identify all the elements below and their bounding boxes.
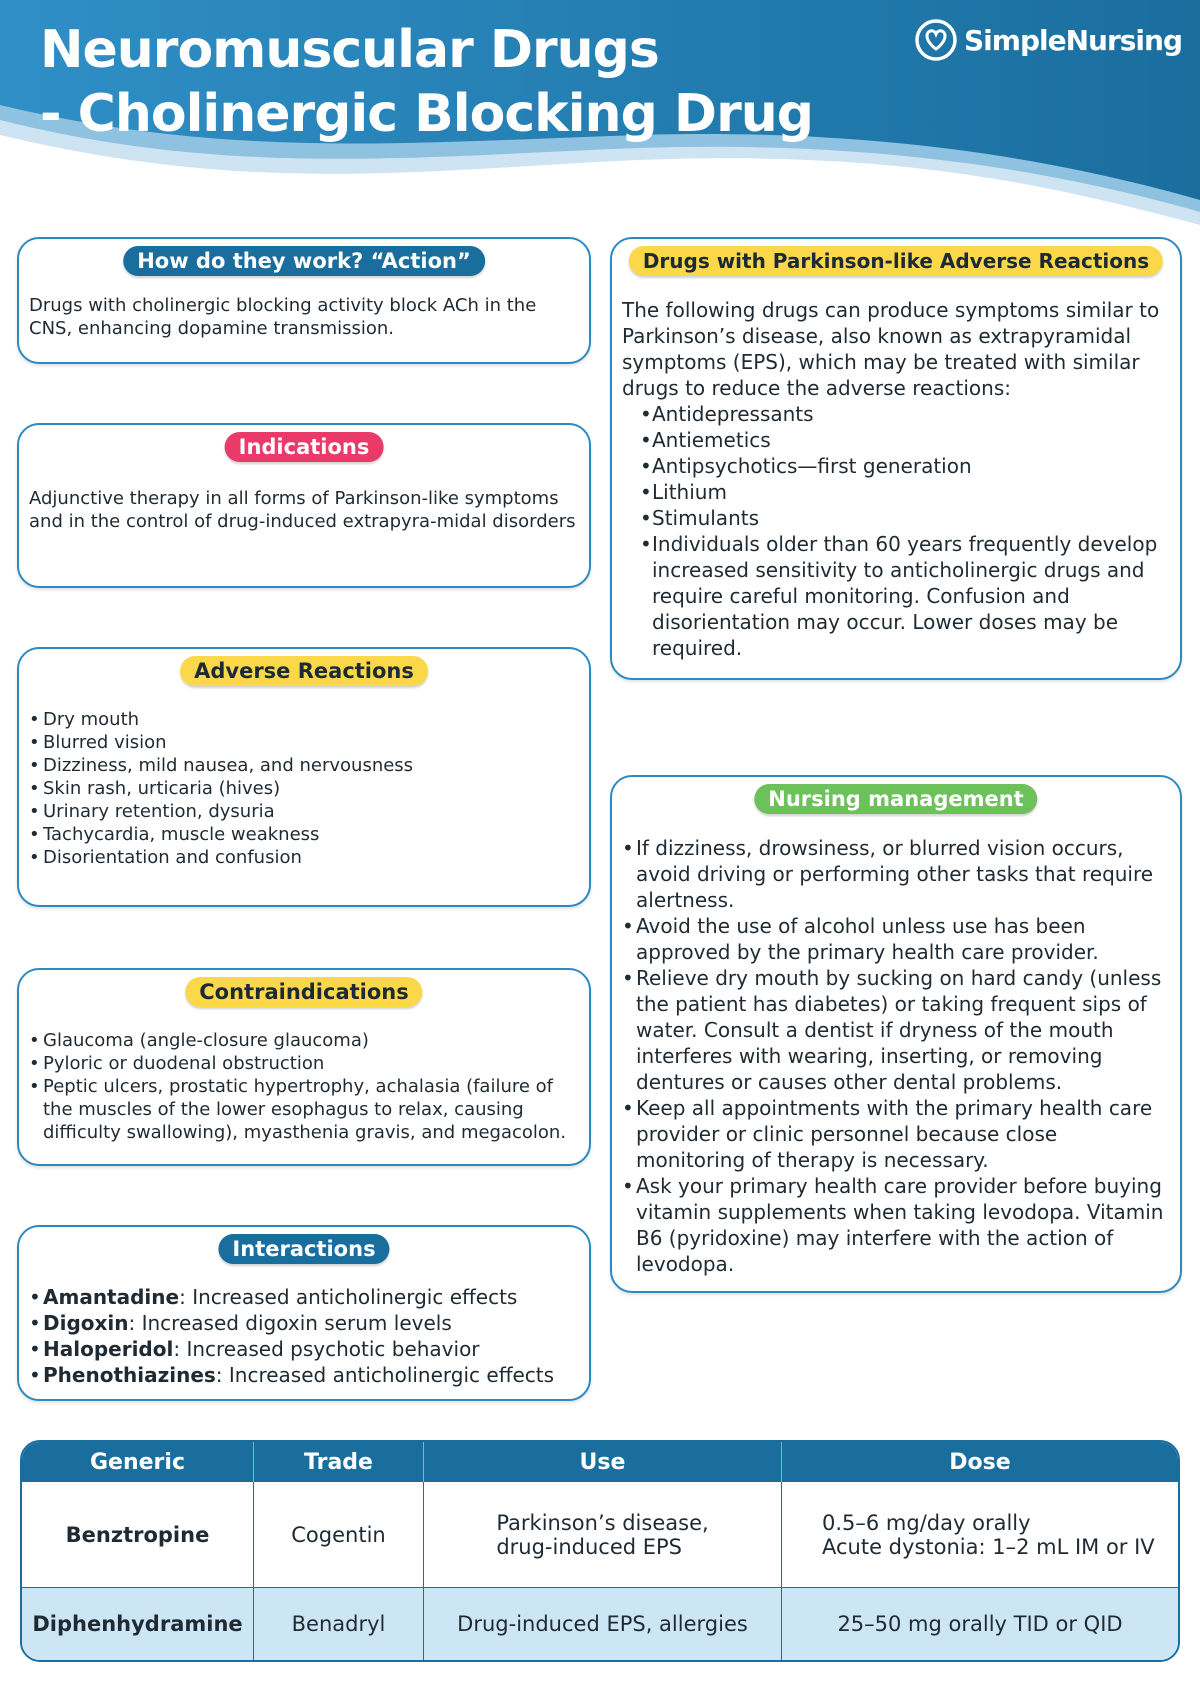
list-item [29, 1362, 577, 1388]
use-line: Parkinson’s disease, [496, 1510, 709, 1535]
page-title [40, 18, 813, 146]
interaction-effect: : Increased anticholinergic effects [215, 1363, 555, 1387]
list-item: • Antidepressants [622, 401, 1168, 427]
list-item: • Pyloric or duodenal obstruction [29, 1052, 577, 1075]
list-item: • Blurred vision [29, 731, 577, 754]
parkinson-content [622, 297, 1168, 661]
indications-heading: Indications [225, 432, 384, 462]
indications-card [17, 423, 591, 588]
brand-logo [914, 18, 1182, 62]
cell-use: Drug-induced EPS, allergies [424, 1588, 782, 1660]
interactions-list [29, 1284, 577, 1388]
list-item: • If dizziness, drowsiness, or blurred vision occurs, avoid driving or performing other tasks that require alertness. [622, 835, 1168, 913]
parkinson-heading: Drugs with Parkinson-like Adverse Reactions [629, 246, 1163, 276]
list-item [29, 1336, 577, 1362]
dose-line: 0.5–6 mg/day orally [822, 1510, 1031, 1535]
contraindications-card [17, 968, 591, 1166]
interaction-effect: : Increased digoxin serum levels [128, 1311, 452, 1335]
list-item: • Tachycardia, muscle weakness [29, 823, 577, 846]
list-item: • Antipsychotics—first generation [622, 453, 1168, 479]
cell-trade: Benadryl [254, 1588, 424, 1660]
action-card [17, 237, 591, 364]
table-row [22, 1588, 1178, 1660]
list-item: • Peptic ulcers, prostatic hypertrophy, achalasia (failure of the muscles of the lower esophagus to relax, causing difficulty swallowing), myasthenia gravis, and megacolon. [29, 1075, 577, 1144]
nursing-heading: Nursing management [754, 784, 1037, 814]
interaction-effect: : Increased anticholinergic effects [179, 1285, 518, 1309]
title-line-1: Neuromuscular Drugs [40, 20, 659, 80]
list-item: • Relieve dry mouth by sucking on hard candy (unless the patient has diabetes) or taking frequent sips of water. Consult a dentist if dryness of the mouth interferes with wearing, inserting, or removing dentures or causes other dental problems. [622, 965, 1168, 1095]
parkinson-card [610, 237, 1182, 680]
heart-stethoscope-icon [914, 18, 958, 62]
cell-dose: 25–50 mg orally TID or QID [782, 1588, 1178, 1660]
dose-line: Acute dystonia: 1–2 mL IM or IV [822, 1534, 1155, 1559]
list-item: • Keep all appointments with the primary health care provider or clinic personnel because close monitoring of therapy is necessary. [622, 1095, 1168, 1173]
list-item: • Dry mouth [29, 708, 577, 731]
col-generic: Generic [22, 1442, 254, 1482]
list-item: • Antiemetics [622, 427, 1168, 453]
list-item [29, 1284, 577, 1310]
list-item: • Ask your primary health care provider before buying vitamin supplements when taking levodopa. Vitamin B6 (pyridoxine) may interfere with the action of levodopa. [622, 1173, 1168, 1277]
cell-generic: Benztropine [22, 1482, 254, 1588]
interaction-drug: Digoxin [43, 1311, 129, 1335]
list-item: • Urinary retention, dysuria [29, 800, 577, 823]
interaction-drug: Haloperidol [43, 1337, 174, 1361]
col-dose: Dose [782, 1442, 1178, 1482]
interaction-drug: Phenothiazines [43, 1363, 216, 1387]
list-item: • Disorientation and confusion [29, 846, 577, 869]
list-item: • Skin rash, urticaria (hives) [29, 777, 577, 800]
use-line: drug-induced EPS [496, 1534, 683, 1559]
adverse-list [29, 708, 577, 869]
drug-table [20, 1440, 1180, 1662]
nursing-management-card [610, 775, 1182, 1293]
list-item: • Individuals older than 60 years frequently develop increased sensitivity to anticholinergic drugs and require careful monitoring. Confusion and disorientation may occur. Lower doses may be required. [622, 531, 1168, 661]
list-item: • Dizziness, mild nausea, and nervousness [29, 754, 577, 777]
table-header-row [22, 1442, 1178, 1482]
cell-trade: Cogentin [254, 1482, 424, 1588]
parkinson-list [622, 401, 1168, 661]
parkinson-intro: The following drugs can produce symptoms similar to Parkinson’s disease, also known as extrapyramidal symptoms (EPS), which may be treated with similar drugs to reduce the adverse reactions: [622, 298, 1160, 400]
interactions-card [17, 1225, 591, 1401]
cell-dose [782, 1482, 1178, 1588]
action-text: Drugs with cholinergic blocking activity block ACh in the CNS, enhancing dopamine transmission. [29, 295, 537, 339]
title-line-2: - Cholinergic Blocking Drug [40, 84, 813, 144]
adverse-heading: Adverse Reactions [180, 656, 428, 686]
interactions-heading: Interactions [218, 1234, 389, 1264]
col-trade: Trade [254, 1442, 424, 1482]
cell-use [424, 1482, 782, 1588]
table-row [22, 1482, 1178, 1588]
cell-generic: Diphenhydramine [22, 1588, 254, 1660]
contraindications-list [29, 1029, 577, 1144]
list-item: • Lithium [622, 479, 1168, 505]
list-item: • Stimulants [622, 505, 1168, 531]
brand-name: SimpleNursing [964, 23, 1182, 57]
contraindications-heading: Contraindications [185, 977, 422, 1007]
list-item [29, 1310, 577, 1336]
nursing-list [622, 835, 1168, 1277]
list-item: • Avoid the use of alcohol unless use has been approved by the primary health care provider. [622, 913, 1168, 965]
adverse-reactions-card [17, 647, 591, 907]
indications-text: Adjunctive therapy in all forms of Parkinson-like symptoms and in the control of drug-induced extrapyra-midal disorders [29, 488, 576, 532]
action-heading: How do they work? “Action” [123, 246, 485, 276]
col-use: Use [424, 1442, 782, 1482]
list-item: • Glaucoma (angle-closure glaucoma) [29, 1029, 577, 1052]
interaction-effect: : Increased psychotic behavior [173, 1337, 480, 1361]
interaction-drug: Amantadine [43, 1285, 180, 1309]
